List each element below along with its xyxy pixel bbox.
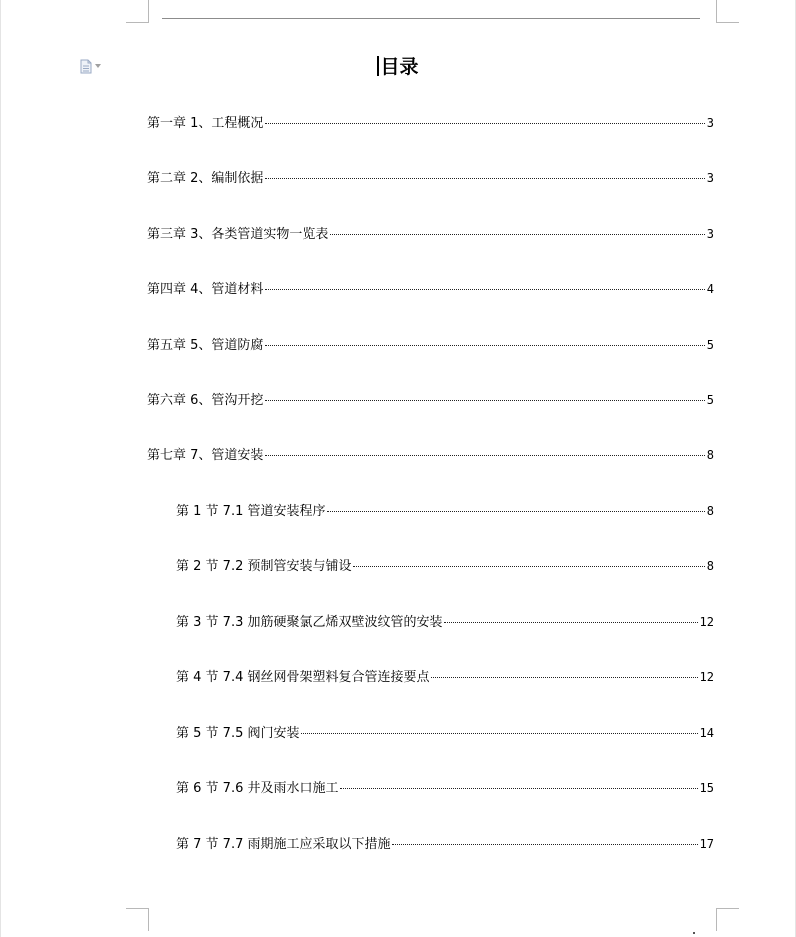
page-mark [693, 932, 695, 934]
toc-page-number: 8 [706, 559, 714, 573]
toc-leader [265, 122, 704, 124]
toc-entry-label: 第四章 4、管道材料 [147, 282, 264, 297]
toc-entry[interactable] [176, 613, 714, 632]
toc-leader [265, 399, 704, 401]
toc-entry-label: 第二章 2、编制依据 [147, 171, 264, 186]
toc-entry[interactable] [147, 169, 714, 188]
toc-entry-label: 第 4 节 7.4 钢丝网骨架塑料复合管连接要点 [176, 670, 430, 685]
toc-page-number: 8 [706, 504, 714, 518]
toc-entry[interactable] [147, 225, 714, 244]
toc-entry[interactable] [176, 724, 714, 743]
toc-page-number: 5 [706, 338, 714, 352]
margin-corner-top-right [716, 0, 739, 23]
page-left-edge [0, 0, 1, 937]
toc-page-number: 5 [706, 393, 714, 407]
toc-leader [431, 676, 697, 678]
toc-entry[interactable] [147, 280, 714, 299]
toc-leader [265, 177, 704, 179]
toc-entry[interactable] [147, 114, 714, 133]
toc-entry[interactable] [147, 336, 714, 355]
toc-page-number: 17 [699, 837, 714, 851]
toc-leader [444, 621, 697, 623]
toc-entry-label: 第七章 7、管道安装 [147, 448, 264, 463]
toc-page-number: 8 [706, 448, 714, 462]
toc-page-number: 3 [706, 227, 714, 241]
header-rule [162, 18, 700, 19]
toc-leader [265, 288, 704, 290]
toc-page-number: 15 [699, 781, 714, 795]
toc-leader [392, 843, 697, 845]
toc-entry[interactable] [176, 835, 714, 854]
toc-entry[interactable] [176, 557, 714, 576]
toc-entry-label: 第 7 节 7.7 雨期施工应采取以下措施 [176, 837, 391, 852]
toc-entry[interactable] [176, 668, 714, 687]
margin-corner-top-left [126, 0, 149, 23]
toc-page-number: 3 [706, 116, 714, 130]
toc-entry-label: 第 2 节 7.2 预制管安装与铺设 [176, 559, 352, 574]
toc-entry-label: 第三章 3、各类管道实物一览表 [147, 227, 329, 242]
toc-leader [265, 344, 704, 346]
toc-entry-label: 第 1 节 7.1 管道安装程序 [176, 504, 326, 519]
toc-title: 目录 [380, 56, 419, 78]
toc-entry[interactable] [176, 502, 714, 521]
toc-entry-label: 第六章 6、管沟开挖 [147, 393, 264, 408]
toc-leader [327, 510, 704, 512]
toc-leader [330, 233, 704, 235]
toc-entry-label: 第 5 节 7.5 阀门安装 [176, 726, 300, 741]
margin-corner-bottom-left [126, 908, 149, 931]
toc-entry-label: 第 6 节 7.6 井及雨水口施工 [176, 781, 339, 796]
toc-leader [353, 565, 704, 567]
toc-entry[interactable] [176, 779, 714, 798]
toc-leader [265, 454, 704, 456]
toc-title-line [0, 54, 796, 80]
margin-corner-bottom-right [716, 908, 739, 931]
toc-page-number: 3 [706, 171, 714, 185]
toc-page-number: 12 [699, 615, 714, 629]
toc-leader [340, 787, 697, 789]
toc-page-number: 14 [699, 726, 714, 740]
toc-entry-label: 第 3 节 7.3 加筋硬聚氯乙烯双壁波纹管的安装 [176, 615, 443, 630]
toc-entry-label: 第一章 1、工程概况 [147, 116, 264, 131]
toc-page-number: 12 [699, 670, 714, 684]
toc-page-number: 4 [706, 282, 714, 296]
toc-entry[interactable] [147, 446, 714, 465]
toc-entry[interactable] [147, 391, 714, 410]
toc-leader [301, 732, 697, 734]
toc-entry-label: 第五章 5、管道防腐 [147, 338, 264, 353]
